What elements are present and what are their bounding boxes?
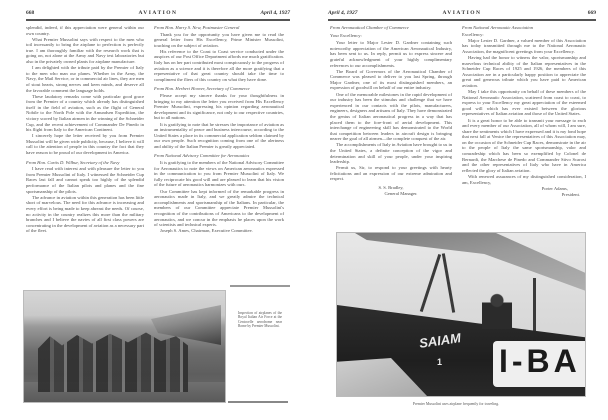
paragraph: The Board of Governors of the Aeronautical Chamber of Commerce was pleased to deliver to you last Spring, through Major Gardner, one of its most distinguished members, an expression of goodwill on behalf of our entire industry.: [330, 68, 452, 91]
signature-name: Porter Adams,: [541, 185, 568, 191]
paragraph: His reference to the Coast to Coast service conducted under the auspices of our Post Office Department affords me much gratification. Italy has on her part contributed most conspicuously to the progress of aviation as a science and it is therefore all the more gratifying that a representative of that great country should take the time to compliment the fliers of this country on what they have done.: [154, 48, 284, 82]
wing-strut: [442, 253, 455, 313]
inspection-photo: [23, 290, 226, 403]
issue-date: April 4, 1927: [260, 10, 290, 16]
paragraph: splendid, indeed, if this appreciation were general within our own country.: [26, 25, 144, 36]
wing-strut: [533, 278, 536, 333]
signature-title: General Manager.: [384, 191, 418, 197]
paragraph: May I take this opportunity on behalf of these members of the National Aeronautic Association, scattered from coast to coast, to express to your Excellency my great appreciation of the esteemed good will which has ever existed between the glorious representatives of Italian aviation and those of the United States.: [462, 89, 586, 117]
registration-marking: I-BA: [499, 343, 581, 379]
letter-source: From Hon. Harry S. New, Postmaster General: [154, 25, 240, 30]
running-title: AVIATION: [442, 10, 482, 16]
paragraph: Having had the honor to witness the valor, sportsmanship and marvelous technical ability of the Italian representatives in the Schneider Cup Races of 1925 and 1926, the members of this Association are in a particularly happy position to appreciate the great and generous tribute which you have paid to American aviation.: [462, 54, 586, 88]
left-column-2: [154, 25, 284, 234]
paragraph: I sincerely hope the letter received by you from Premier Mussolini will be given wide publicity, because, I believe it will call to the attention of people in this country the fact that they have reason to be proud of our development in America.: [26, 133, 144, 156]
page-number: 669: [587, 10, 596, 16]
issue-date: April 4, 1927: [328, 10, 358, 16]
salutation: Excellency:: [462, 31, 484, 37]
paragraph: Your letter to Major Lester D. Gardner containing such noteworthy appreciation of the American Aeronautical Industry, has been sent to us. In reply, permit us to express sincere and grateful acknowledgment of your highly complimentary references to our accomplishments.: [330, 40, 452, 68]
right-column-1: [330, 25, 452, 197]
paragraph: Permit us, Sir, to respond to your greetings with hearty felicitations and an expression of our extreme admiration and respect.: [330, 165, 452, 182]
paragraph: I have read with interest and with pleasure the letter to you from Premier Mussolini of Italy. I witnessed the Schneider Cup Races last fall and cannot speak too highly of the splendid performance of the Italian pilots and planes and the fine sportsmanship of the pilots.: [26, 166, 144, 194]
page-number: 668: [26, 10, 35, 16]
paragraph: The accomplishments of Italy in Aviation have brought to us in the United States, a definite conception of the vigor and determination and skill of your people, under your inspiring leadership.: [330, 142, 453, 165]
right-column-2: [462, 25, 586, 198]
airplane-shape: [151, 305, 221, 345]
logo-number: 1: [437, 357, 443, 367]
section-rule: [230, 285, 290, 287]
wing-strut: [420, 254, 441, 312]
paragraph: One of the memorable milestones in the rapid development of our industry has been the stimulus and challenge that we have experienced in our contacts with the pilots, manufacturers, engineers, designers and artisans of Italy. They have demonstrated the genius of Italian aeronautical progress in a way that has placed them to the fore-front of aerial development. This interchange of engineering skill has demonstrated to the World that competition between leaders in aircraft design is bringing nearer the goal of all airmen—the complete conquest of the air.: [330, 91, 452, 142]
photo-caption: Premier Mussolini uses airplane frequently for traveling.: [412, 402, 500, 406]
letter-source: From Aeronautical Chamber of Commerce: [330, 25, 409, 30]
paragraph: I am delighted with the tribute paid by the Premier of Italy to the men who man our planes. Whether in the Army, the Navy, the Mail Service, or in commercial air lines, they are men of stout hearts, strong nerves and keen minds, and deserve all the favorable comment the language holds.: [26, 65, 144, 93]
paragraph: The advance in aviation within this generation has been little short of marvelous. The need for this advance is increasing and every effort is being made to keep abreast the needs. Of course, no activity in the country realizes this more than the military branches and I believe the navies of all first class powers are concentrating in the development of aviation as a necessary part of the fleet.: [26, 194, 144, 234]
paragraph: Please accept my sincere thanks for your thoughtfulness in bringing to my attention the letter you received from His Excellency Premier Mussolini, expressing his opinion regarding aeronautical development and its significance, not only to our respective countries, but to all nations.: [154, 93, 284, 121]
pilot-figure: [482, 291, 512, 329]
paragraph: With renewed assurances of my distinguished consideration, I am, Excellency,: [462, 173, 586, 185]
letter-source: From Hon. Herbert Hoover, Secretary of Commerce: [154, 86, 250, 92]
letter-source: From National Aeronautic Association: [462, 25, 534, 30]
signature-name: S. S. Bradley,: [378, 185, 404, 191]
salutation: Your Excellency:: [330, 32, 362, 38]
running-title: AVIATION: [138, 10, 178, 16]
paragraph: It is gratifying to note that he stresses the importance of aviation as an instrumentality of peace and business intercourse, according to the United States a place in its commercial application seldom claimed by our own people. Such recognition coming from one of the alertness and ability of the Italian Premier is greatly appreciated.: [154, 121, 284, 149]
paragraph: Thank you for the opportunity you have given me to read the general letter from His Excellency, Prime Minister Mussolini, touching on the subject of aviation.: [154, 31, 284, 48]
paragraph: Our Committee has kept informed of the remarkable progress in aeronautics made in Italy, and we greatly admire the technical accomplishments and sportsmanship of the Italians. In particular, the members of our Committee appreciate Premier Mussolini's recognition of the contributions of Americans to the development of aeronautics, and we concur in the emphasis he places upon the work of scientists and technical experts.: [154, 188, 284, 228]
letter-source: From Hon. Curtis D. Wilbur, Secretary of the Navy: [26, 159, 120, 165]
signature: Joseph S. Ames, Chairman, Executive Committee.: [160, 228, 253, 234]
mussolini-airplane-photo: [336, 232, 586, 397]
paragraph: It is a great honor to be able to transmit your message to each and every member of our Association, all of whom will, I am sure, share the sentiments which I have expressed and it is my fond hope that next fall at Venice the representatives of this Association may, on the occasion of the Schneider Cup Races, demonstrate in the air to the people of Italy the same sportsmanship, valor and comradeship which has been so exemplified by Colonel de Bernardi, the Marchese de Pinedo and Commander Stivo Scarosi and the other representatives of Italy who have in America reflected the glory of Italian aviation.: [462, 117, 586, 173]
header-rule: [328, 19, 596, 21]
upper-wing-shape: [355, 233, 586, 303]
left-column-1: [26, 25, 144, 234]
header-rule: [26, 19, 290, 21]
paragraph: These laudatory remarks come with particular good grace from the Premier of a country which already has distinguished itself in the field of aviation, such as the flight of General Nobile to the North Pole with the Amundsen Expedition, the victory scored by Italian airmen in the winning of the Schneider Cup, and the recent achievement of Commander De Pinedo in his flight from Italy to the American Continent.: [26, 93, 144, 133]
photo-caption: Inspection of airplanes of the Royal Italian Air Force at the Centocelle aerodrome near Rome by Premier Mussolini.: [238, 311, 282, 329]
airline-logo: SAIAM: [418, 330, 462, 351]
caption-rule: [228, 401, 288, 403]
paragraph: What Premier Mussolini says with respect to the men who toil incessantly to bring the airplane to perfection is perfectly true. I am thoroughly familiar with the research work that is going on, not alone at the Army and Navy test laboratories but also in the privately owned plants for airplane manufacture.: [26, 36, 144, 65]
paragraph: Major Lester D. Gardner, a valued member of this Association has today transmitted through me to the National Aeronautic Association, the magnificent greetings from your Excellency.: [462, 37, 586, 54]
letter-source: From National Advisory Committee for Aeronautics: [154, 153, 250, 159]
signature-title: President.: [561, 191, 580, 197]
paragraph: It is gratifying to the members of the National Advisory Committee for Aeronautics to note the views on American aeronautics expressed in the communication to you from Premier Mussolini of Italy. We fully reciprocate his good will and are pleased to learn that his vision of the future of aeronautics harmonizes with ours.: [154, 160, 285, 188]
officers-group-shape: [38, 330, 188, 392]
